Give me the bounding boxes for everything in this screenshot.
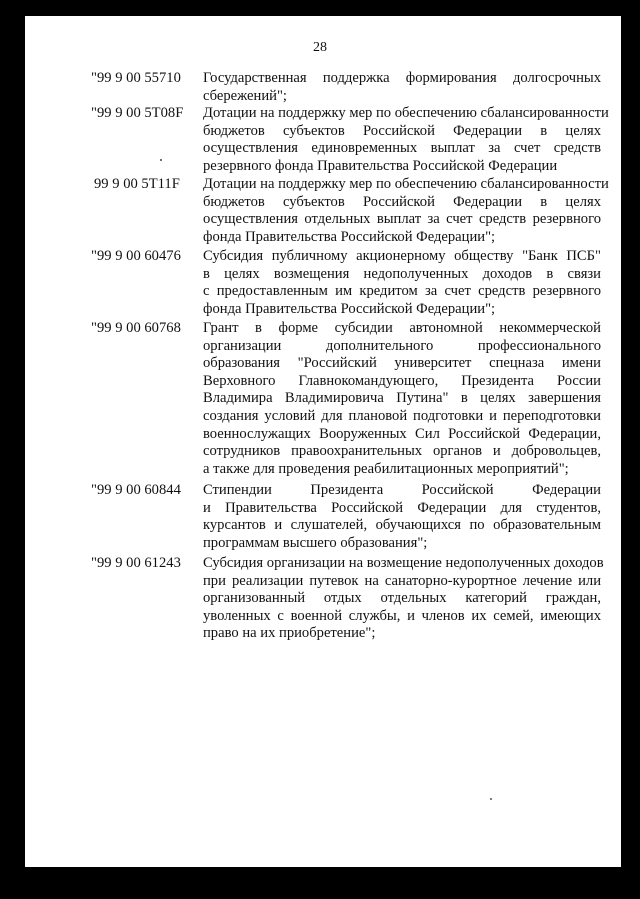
description-line: образования "Российский университет спецназа имени [203, 355, 601, 372]
description-line: сотрудников правоохранительных органов и добровольцев, [203, 443, 601, 460]
description-line: а также для проведения реабилитационных мероприятий"; [203, 460, 569, 477]
budget-code: "99 9 00 5Т08F [91, 105, 184, 121]
budget-description [203, 105, 609, 175]
description-line: сбережений"; [203, 87, 287, 104]
scan-speck [160, 159, 162, 161]
description-line: создания условий для плановой подготовки и переподготовки [203, 407, 601, 424]
description-line: Субсидия публичному акционерному обществу "Банк ПСБ" [203, 248, 601, 264]
description-line: право на их приобретение"; [203, 625, 376, 642]
budget-entry [25, 320, 621, 482]
description-line: в целях возмещения недополученных доходов в связи [203, 265, 601, 282]
budget-description [203, 176, 609, 246]
description-line: Государственная поддержка формирования долгосрочных [203, 70, 601, 86]
budget-entry [25, 176, 621, 248]
description-line: осуществления отдельных выплат за счет средств резервного [203, 211, 601, 228]
description-line: военнослужащих Вооруженных Сил Российской Федерации, [203, 425, 601, 442]
description-line: осуществления единовременных выплат за счет средств [203, 140, 601, 157]
description-line: фонда Правительства Российской Федерации"; [203, 228, 496, 245]
document-page [25, 16, 621, 867]
description-line: Дотации на поддержку мер по обеспечению сбалансированности [203, 176, 609, 192]
description-line: бюджетов субъектов Российской Федерации в целях [203, 122, 601, 139]
budget-code: 99 9 00 5Т11F [94, 176, 180, 192]
description-line: с предоставленным им кредитом за счет средств резервного [203, 283, 601, 300]
budget-description [203, 320, 601, 478]
budget-code: "99 9 00 61243 [91, 555, 181, 571]
budget-description [203, 70, 601, 105]
budget-entry [25, 482, 621, 555]
description-line: фонда Правительства Российской Федерации"; [203, 300, 496, 317]
budget-entry [25, 555, 621, 645]
description-line: Верховного Главнокомандующего, Президента России [203, 372, 601, 389]
budget-code: "99 9 00 60476 [91, 248, 181, 264]
description-line: организованный отдых отдельных категорий граждан, [203, 590, 601, 607]
description-line: бюджетов субъектов Российской Федерации в целях [203, 193, 601, 210]
description-line: резервного фонда Правительства Российской Федерации [203, 157, 558, 174]
budget-code: "99 9 00 55710 [91, 70, 181, 86]
description-line: организации дополнительного профессионального [203, 337, 601, 354]
description-line: уволенных с военной службы, и членов их семей, имеющих [203, 607, 601, 624]
description-line: при реализации путевок на санаторно-курортное лечение или [203, 572, 601, 589]
budget-entry [25, 105, 621, 176]
budget-description [203, 482, 601, 552]
scan-speck [490, 798, 492, 800]
description-line: Владимира Владимировича Путина" в целях завершения [203, 390, 601, 407]
description-line: программам высшего образования"; [203, 534, 428, 551]
budget-entry [25, 248, 621, 320]
budget-description [203, 555, 604, 643]
description-line: Дотации на поддержку мер по обеспечению сбалансированности [203, 105, 609, 121]
budget-code-list [25, 70, 621, 645]
budget-entry [25, 70, 621, 105]
description-line: курсантов и слушателей, обучающихся по образовательным [203, 517, 601, 534]
page-number: 28 [313, 40, 327, 55]
description-line: и Правительства Российской Федерации для студентов, [203, 499, 601, 516]
budget-code: "99 9 00 60768 [91, 320, 181, 336]
description-line: Субсидия организации на возмещение недополученных доходов [203, 555, 604, 571]
budget-code: "99 9 00 60844 [91, 482, 181, 498]
description-line: Грант в форме субсидии автономной некоммерческой [203, 320, 601, 336]
budget-description [203, 248, 601, 318]
description-line: Стипендии Президента Российской Федерации [203, 482, 601, 498]
